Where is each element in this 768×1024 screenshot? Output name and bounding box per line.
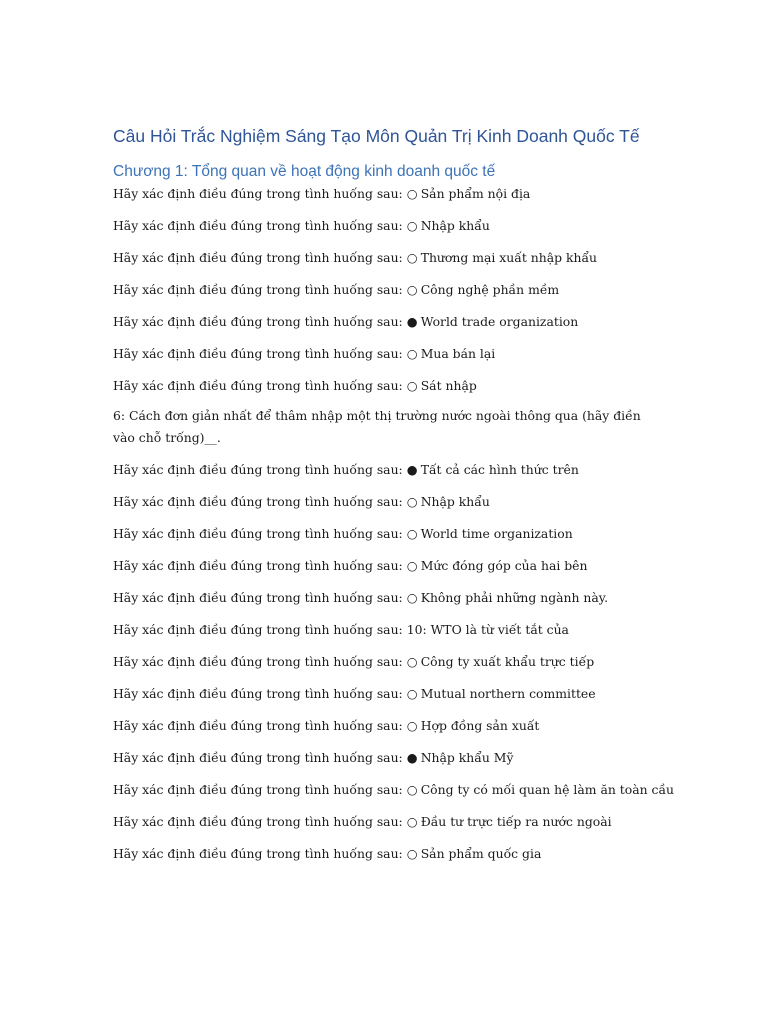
- answer-text: Mutual northern committee: [420, 686, 596, 701]
- question-line: [113, 746, 653, 770]
- answer-bullet-icon: ○: [406, 654, 418, 669]
- question-line: [113, 342, 653, 366]
- answer-text: Sát nhập: [420, 378, 477, 393]
- question-prefix: Hãy xác định điều đúng trong tình huống sau:: [113, 186, 403, 201]
- answer-text: Sản phẩm quốc gia: [420, 846, 542, 861]
- question-line: [113, 778, 675, 802]
- question-prefix: Hãy xác định điều đúng trong tình huống sau:: [113, 622, 403, 637]
- selected-answer-bullet-icon: ●: [406, 462, 418, 477]
- answer-bullet-icon: ○: [406, 782, 418, 797]
- answer-text: Đầu tư trực tiếp ra nước ngoài: [420, 814, 612, 829]
- document-title: Câu Hỏi Trắc Nghiệm Sáng Tạo Môn Quản Trị Kinh Doanh Quốc Tế: [113, 126, 640, 146]
- question-prefix: Hãy xác định điều đúng trong tình huống sau:: [113, 846, 403, 861]
- answer-text: Công nghệ phần mềm: [420, 282, 560, 297]
- answer-bullet-icon: ○: [406, 558, 418, 573]
- answer-text: Mua bán lại: [420, 346, 496, 361]
- answer-bullet-icon: ○: [406, 814, 418, 829]
- answer-text: Mức đóng góp của hai bên: [420, 558, 588, 573]
- answer-bullet-icon: ○: [406, 526, 418, 541]
- question-prefix: Hãy xác định điều đúng trong tình huống sau:: [113, 558, 403, 573]
- question-prefix: Hãy xác định điều đúng trong tình huống sau:: [113, 314, 403, 329]
- answer-text: Thương mại xuất nhập khẩu: [420, 250, 598, 265]
- answer-text: Tất cả các hình thức trên: [420, 462, 579, 477]
- question-prefix: Hãy xác định điều đúng trong tình huống sau:: [113, 526, 403, 541]
- selected-answer-bullet-icon: ●: [406, 314, 418, 329]
- question-prefix: Hãy xác định điều đúng trong tình huống sau:: [113, 686, 403, 701]
- answer-bullet-icon: ○: [406, 686, 418, 701]
- answer-bullet-icon: ○: [406, 846, 418, 861]
- answer-text: Nhập khẩu: [420, 218, 490, 233]
- answer-text: Sản phẩm nội địa: [420, 186, 531, 201]
- answer-bullet-icon: ○: [406, 590, 418, 605]
- question-line: [113, 586, 653, 610]
- question-prefix: Hãy xác định điều đúng trong tình huống sau:: [113, 378, 403, 393]
- answer-bullet-icon: ○: [406, 186, 418, 201]
- question-line: [113, 554, 653, 578]
- answer-bullet-icon: ○: [406, 282, 418, 297]
- question-line: [113, 490, 653, 514]
- answer-bullet-icon: ○: [406, 718, 418, 733]
- question-line: [113, 246, 653, 270]
- question-line: [113, 458, 653, 482]
- selected-answer-bullet-icon: ●: [406, 750, 418, 765]
- answer-bullet-icon: ○: [406, 250, 418, 265]
- question-line: [113, 650, 653, 674]
- answer-text: Công ty có mối quan hệ làm ăn toàn cầu: [420, 782, 675, 797]
- question-line: [113, 374, 653, 398]
- question-prefix: Hãy xác định điều đúng trong tình huống sau:: [113, 718, 403, 733]
- question-prefix: Hãy xác định điều đúng trong tình huống sau:: [113, 494, 403, 509]
- question-prefix: Hãy xác định điều đúng trong tình huống sau:: [113, 282, 403, 297]
- question-prefix: Hãy xác định điều đúng trong tình huống sau:: [113, 654, 403, 669]
- answer-text: Công ty xuất khẩu trực tiếp: [420, 654, 595, 669]
- answer-text: 10: WTO là từ viết tắt của: [406, 622, 569, 637]
- question-prefix: Hãy xác định điều đúng trong tình huống sau:: [113, 590, 403, 605]
- answer-text: Hợp đồng sản xuất: [420, 718, 540, 733]
- question-line: [113, 182, 653, 206]
- answer-bullet-icon: ○: [406, 378, 418, 393]
- answer-bullet-icon: ○: [406, 346, 418, 361]
- question-prefix: Hãy xác định điều đúng trong tình huống sau:: [113, 218, 403, 233]
- question-line: [113, 842, 653, 866]
- answer-text: Nhập khẩu Mỹ: [420, 750, 514, 765]
- question-list: [113, 182, 675, 874]
- question-line: [113, 522, 653, 546]
- answer-bullet-icon: ○: [406, 218, 418, 233]
- answer-text: Không phải những ngành này.: [420, 590, 609, 605]
- question-prefix: Hãy xác định điều đúng trong tình huống sau:: [113, 750, 403, 765]
- question-prefix: Hãy xác định điều đúng trong tình huống sau:: [113, 814, 403, 829]
- answer-text: World trade organization: [420, 314, 579, 329]
- question-line: [113, 618, 653, 642]
- question-line: [113, 810, 653, 834]
- question-prefix: Hãy xác định điều đúng trong tình huống sau:: [113, 782, 403, 797]
- question-line: [113, 682, 653, 706]
- question-line: [113, 405, 653, 449]
- question-line: [113, 214, 653, 238]
- question-line: [113, 278, 653, 302]
- question-prefix: Hãy xác định điều đúng trong tình huống sau:: [113, 462, 403, 477]
- answer-text: World time organization: [420, 526, 573, 541]
- question-prefix: Hãy xác định điều đúng trong tình huống sau:: [113, 346, 403, 361]
- question-line: [113, 714, 653, 738]
- answer-text: Nhập khẩu: [420, 494, 490, 509]
- answer-text: 6: Cách đơn giản nhất để thâm nhập một thị trường nước ngoài thông qua (hãy điền vào chỗ trống)__.: [113, 408, 641, 445]
- question-line: [113, 310, 653, 334]
- question-prefix: Hãy xác định điều đúng trong tình huống sau:: [113, 250, 403, 265]
- answer-bullet-icon: ○: [406, 494, 418, 509]
- chapter-heading: Chương 1: Tổng quan về hoạt động kinh doanh quốc tế: [113, 163, 496, 180]
